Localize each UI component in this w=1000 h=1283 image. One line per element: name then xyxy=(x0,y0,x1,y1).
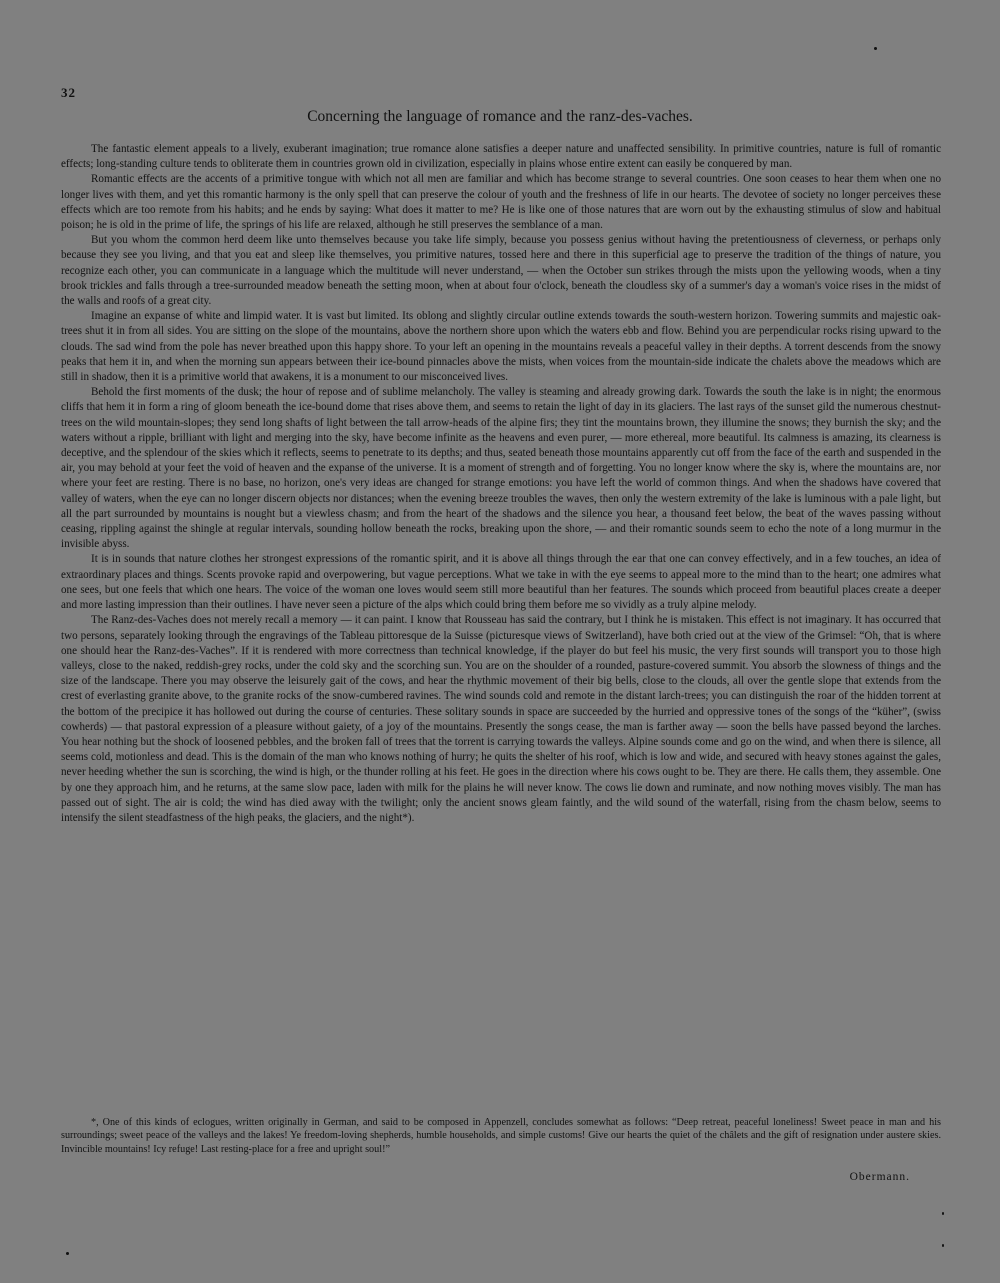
paragraph-6: It is in sounds that nature clothes her strongest expressions of the romantic spirit, and it is above all things through the ear that one can convey effectively, and in a few touches, an idea of extraordinary places and things. Scents provoke rapid and overpowering, but vague perceptions. What we take in with the eye seems to appeal more to the mind than to the heart; one admires what one sees, but one feels that which one hears. The voice of the woman one loves would seem still more beautiful than her features. The sounds which proceed from beautiful places create a deeper and more lasting impression than their outlines. I have never seen a picture of the alps which could bring them before me so vividly as a truly alpine melody. xyxy=(61,553,941,612)
paragraph-5: Behold the first moments of the dusk; the hour of repose and of sublime melancholy. The valley is steaming and already growing dark. Towards the south the lake is in night; the enormous cliffs that hem it in form a ring of gloom beneath the ice-bound dome that rises above them, and seems to retain the light of day in its glaciers. The last rays of the sunset gild the numerous chestnut-trees on the wild mountain-slopes; they send long shafts of light between the tall arrow-heads of the alpine firs; they tint the mountains brown, they illumine the snows; they burnish the sky; and the waters without a ripple, brilliant with light and merging into the sky, have become infinite as the heavens and even purer, — more ethereal, more beautiful. Its calmness is amazing, its clearness is deceptive, and the splendour of the skies which it reflects, seems to penetrate to its depths; and thus, seated beneath those mountains apparently cut off from the face of the earth and suspended in the air, you may behold at your feet the void of heaven and the expanse of the universe. It is a moment of strength and of forgetting. You no longer know where the sky is, where the mountains are, nor where your feet are resting. There is no base, no horizon, one's very ideas are changed for strange emotions: you have left the world of common things. And when the shadows have covered that valley of waters, when the eye can no longer discern objects nor distances; when the evening breeze troubles the waves, then only the western extremity of the lake is luminous with a pale light, but all the part surrounded by mountains is nought but a viewless chasm; and from the heart of the shadows and the silence you hear, a thousand feet below, the beat of the waves passing without ceasing, rippling against the shingle at regular intervals, sounding hollow beneath the rocks, breaking upon the shore, — and their romantic sounds seem to echo the note of a long murmur in the invisible abyss. xyxy=(61,386,941,551)
page-number: 32 xyxy=(61,85,76,100)
scan-speck xyxy=(942,1212,944,1215)
paragraph-2: Romantic effects are the accents of a primitive tongue with which not all men are familiar and which has become strange to several countries. One soon ceases to hear them when one no longer lives with them, and yet this romantic harmony is the only spell that can preserve the colour of youth and the freshness of life in our hearts. The devotee of society no longer perceives these effects which are too remote from his habits; and he ends by saying: What does it matter to me? He is like one of those natures that are worn out by the exhausting stimulus of slow and habitual poison; he is old in the prime of life, the springs of his life are relaxed, although he still preserves the semblance of a man. xyxy=(61,173,941,232)
signature: Obermann. xyxy=(849,1171,910,1183)
scan-speck xyxy=(874,47,877,50)
scan-speck xyxy=(66,1252,69,1255)
page-title: Concerning the language of romance and the ranz-des-vaches. xyxy=(307,108,693,125)
paragraph-7: The Ranz-des-Vaches does not merely recall a memory — it can paint. I know that Rousseau has said the contrary, but I think he is mistaken. This effect is not imaginary. It has occurred that two persons, separately looking through the engravings of the Tableau pittoresque de la Suisse (picturesque views of Switzerland), have both cried out at the view of the Grimsel: “Oh, that is where one should hear the Ranz-des-Vaches”. If it is rendered with more correctness than technical knowledge, if the player do but feel his music, the very first sounds will transport you to those high valleys, close to the naked, reddish-grey rocks, under the cold sky and the scorching sun. You are on the shoulder of a rounded, pasture-covered summit. You absorb the slowness of things and the size of the landscape. There you may observe the leisurely gait of the cows, and hear the rhythmic movement of their big bells, close to the clouds, all over the gentle slope that extends from the crest of everlasting granite above, to the granite rocks of the snow-cumbered ravines. The wind sounds cold and remote in the distant larch-trees; you can distinguish the roar of the hidden torrent at the bottom of the precipice it has hollowed out during the course of centuries. These solitary sounds in space are succeeded by the hurried and oppressive tones of the songs of the “küher”, (swiss cowherds) — that pastoral expression of a pleasure without gaiety, of a joy of the mountains. Presently the songs cease, the man is farther away — soon the bells have passed beyond the larches. You hear nothing but the shock of loosened pebbles, and the broken fall of trees that the torrent is carrying towards the valleys. Alpine sounds come and go on the wind, and when there is silence, all seems cold, motionless and dead. This is the domain of the man who knows nothing of hurry; he quits the shelter of his roof, which is low and wide, and secured with heavy stones against the gales, never heeding whether the sun is scorching, the wind is high, or the thunder rolling at his feet. He goes in the direction where his cows ought to be. They are there. He calls them, they assemble. One by one they approach him, and he returns, at the same slow pace, laden with milk for the plains he will never know. The cows lie down and ruminate, and now nothing moves visibly. The man has passed out of sight. The air is cold; the wind has died away with the twilight; only the ancient snows gleam faintly, and the wild sound of the waterfall, rising from the chasm below, seems to intensify the silent steadfastness of the high peaks, the glaciers, and the night*). xyxy=(61,614,941,824)
footnote: *, One of this kinds of eclogues, written originally in German, and said to be composed in Appenzell, concludes somewhat as follows: “Deep retreat, peaceful loneliness! Sweet peace in man and his surroundings; sweet peace of the valleys and the lakes! Ye freedom-loving shepherds, humble households, and simple customs! Give our hearts the quiet of the châlets and the gift of resignation under austere skies. Invincible mountains! Icy refuge! Last resting-place for a free and upright soul!” xyxy=(61,1117,941,1155)
paragraph-4: Imagine an expanse of white and limpid water. It is vast but limited. Its oblong and slightly circular outline extends towards the south-western horizon. Towering summits and majestic oak-trees shut it in from all sides. You are sitting on the slope of the mountains, above the northern shore upon which the waters ebb and flow. Behind you are perpendicular rocks rising upward to the clouds. The sad wind from the pole has never breathed upon this happy shore. To your left an opening in the mountains reveals a peaceful valley in their depths. A torrent descends from the snowy peaks that hem it in, and when the morning sun appears between their ice-bound pinnacles above the mists, when voices from the mountain-side indicate the chalets above the meadows which are still in shadow, then it is a primitive world that awakens, it is a monument to our misconceived lives. xyxy=(61,310,941,384)
paragraph-3: But you whom the common herd deem like unto themselves because you take life simply, because you possess genius without having the pretentiousness of cleverness, or perhaps only because they see you living, and that you eat and sleep like themselves, you primitive natures, tossed here and there in this superficial age to preserve the tradition of the things of nature, you recognize each other, you can communicate in a language which the multitude will never understand, — when the October sun strikes through the mists upon the yellowing woods, when a tiny brook trickles and falls through a tree-surrounded meadow beneath the setting moon, when at about four o'clock, beneath the cloudless sky of a summer's day a woman's voice rises in the midst of the walls and roofs of a great city. xyxy=(61,234,941,308)
scan-speck xyxy=(942,1244,944,1247)
paragraph-1: The fantastic element appeals to a lively, exuberant imagination; true romance alone satisfies a deeper nature and unaffected sensibility. In primitive countries, nature is full of romantic effects; long-standing culture tends to obliterate them in countries grown old in civilization, especially in plains whose entire extent can easily be conquered by man. xyxy=(61,143,941,171)
body-text xyxy=(61,142,941,826)
